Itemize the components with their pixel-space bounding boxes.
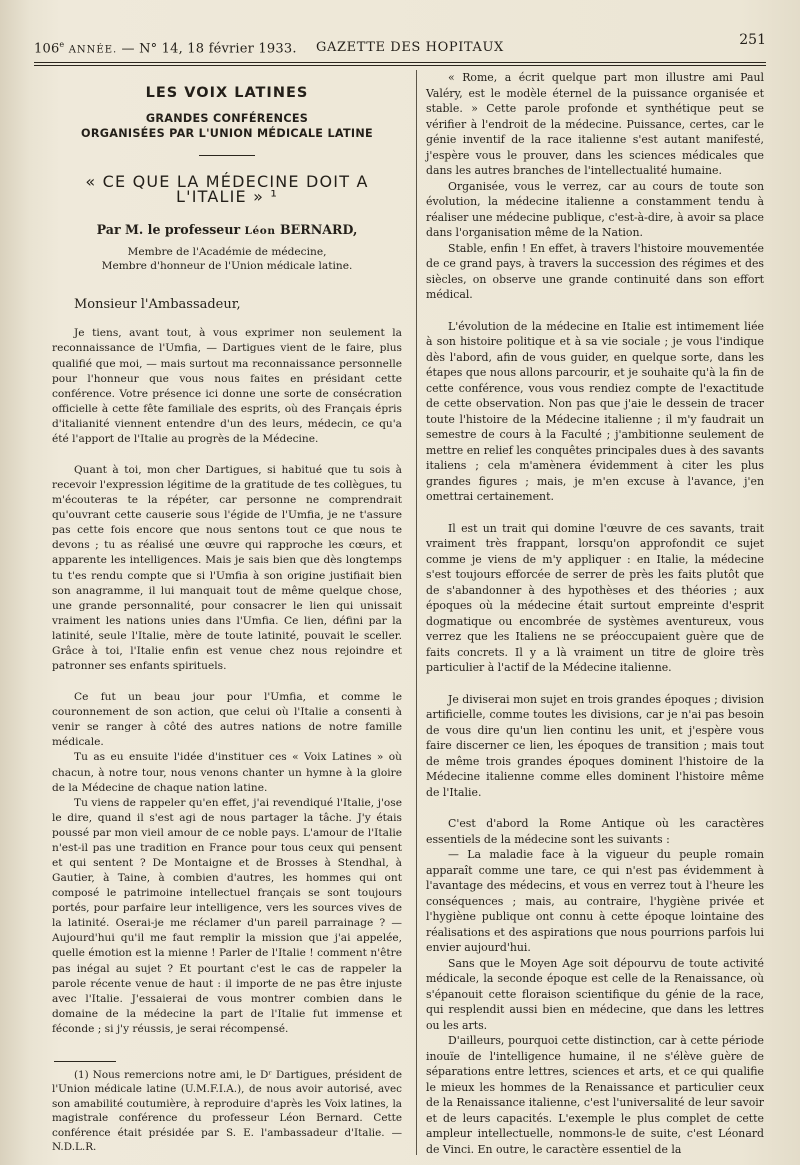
paragraph: C'est d'abord la Rome Antique où les caractères essentiels de la médecine sont les suivants : (426, 817, 764, 846)
right-column (426, 70, 764, 1157)
column-divider (416, 70, 417, 1155)
paragraph: Je diviserai mon sujet en trois grandes époques ; division artificielle, comme toutes les divisions, car je n'ai pas besoin de vous dire qu'un lien continu les unit, et j'espère vous faire discerner ce lien, les époques de transition ; mais tout de même trois grandes époques dominent l'histoire de la Médecine italienne comme elles dominent l'histoire même de l'Italie. (426, 692, 764, 799)
paragraph: Ce fut un beau jour pour l'Umfia, et comme le couronnement de son action, que celui où l'Italie a consenti à venir se ranger à côté des autres nations de notre famille médicale. (52, 691, 402, 749)
paragraph: Tu as eu ensuite l'idée d'instituer ces « Voix Latines » où chacun, à notre tour, nous venons chanter un hymne à la gloire de la Médecine de chaque nation latine. (52, 751, 402, 794)
issue-sup: e (59, 40, 65, 49)
running-head (34, 32, 766, 58)
paragraph: Il est un trait qui domine l'œuvre de ces savants, trait vraiment très frappant, lorsqu'on approfondit ce sujet comme je viens de m'y appliquer : en Italie, la médecine s'est toujours efforcée de serrer de près les faits plutôt que de s'abandonner à des hypothèses et des théories ; aux époques où la médecine était surtout empreinte d'esprit dogmatique ou encombrée de systèmes aventureux, vous verrez que les Italiens ne se préoccupaient guère que de faits concrets. Il y a là vraiment un titre de gloire très particulier à l'actif de la Médecine italienne. (426, 521, 764, 674)
paragraph: L'évolution de la médecine en Italie est intimement liée à son histoire politique et à sa vie sociale ; je vous l'indique dès l'abord, afin de vous guider, en quelque sorte, dans les étapes que nous allons parcourir, et je souhaite qu'à la fin de cette conférence, vous vous rendiez compte de l'exactitude de cette observation. Non pas que j'aie le dessein de tracer toute l'histoire de la Médecine italienne ; il m'y faudrait un semestre de cours à la Faculté ; j'ambitionne seulement de mettre en relief les conquêtes principales dues à des savants italiens ; cela m'amènera évidemment à citer les plus grandes figures ; mais, je m'en excuse à l'avance, j'en omettrai certainement. (426, 319, 764, 503)
paragraph: Organisée, vous le verrez, car au cours de toute son évolution, la médecine italienne a constamment tendu à réaliser une médecine publique, c'est-à-dire, à avoir sa place dans l'organisation même de la Nation. (426, 179, 764, 239)
page-number: 251 (739, 32, 766, 48)
author-last: BERNARD, (280, 222, 358, 238)
annee-label: ANNÉE. (68, 44, 118, 56)
paragraph: Sans que le Moyen Age soit dépourvu de toute activité médicale, la seconde époque est celle de la Renaissance, où s'épanouit cette floraison scientifique du génie de la race, qui resplendit aussi bien en médecine, que dans les lettres ou les arts. (426, 956, 764, 1032)
footnote-rule (54, 1061, 116, 1062)
series-title: LES VOIX LATINES (145, 85, 309, 101)
footnote: (1) Nous remercions notre ami, le Dʳ Dartigues, président de l'Union médicale latine (U.M.F.I.A.), de nous avoir autorisé, avec son amabilité coutumière, à reproduire d'après les Voix latines, la magistrale conférence du professeur Léon Bernard. Cette conférence était présidée par S. E. l'ambassadeur d'Italie. — N.D.L.R. (52, 1068, 402, 1153)
issue-number: 106 (34, 41, 60, 57)
byline (52, 222, 402, 239)
salutation: Monsieur l'Ambassadeur, (74, 297, 241, 313)
paragraph: Quant à toi, mon cher Dartigues, si habitué que tu sois à recevoir l'expression légitime de la gratitude de tes collègues, tu m'écouteras te la répéter, car personne ne comprendrait qu'ouvrant cette causerie sous l'égide de l'Umfia, je ne t'assure pas cette fois encore que nous sentons tout ce que nous te devons ; tu as réalisé une œuvre qui rapproche les cœurs, et apparente les intelligences. Mais je sais bien que dès longtemps tu t'es rendu compte que si l'Umfia à son origine justifiait bien son anagramme, il lui manquait tout de même quelque chose, une grande personnalité, pour consacrer le lien qui unissait vraiment les nations unies dans l'Umfia. Ce lien, défini par la latinité, seule l'Italie, mère de toute latinité, pouvait le sceller. Grâce à toi, l'Italie enfin est venue chez nous rejoindre et patronner ses enfants spirituels. (52, 464, 402, 673)
subtitle-1: GRANDES CONFÉRENCES (145, 112, 309, 126)
paragraph: Stable, enfin ! En effet, à travers l'histoire mouvementée de ce grand pays, à travers la succession des régimes et des siècles, on observe une grande continuité dans son effort médical. (426, 241, 764, 301)
paragraph: D'ailleurs, pourquoi cette distinction, car à cette période inouïe de l'intelligence humaine, il ne s'élève guère de séparations entre lettres, sciences et arts, et ce qui qualifie le mieux les hommes de la Renaissance et particulier ceux de la Renaissance italienne, c'est l'universalité de leur savoir et de leurs capacités. L'exemple le plus complet de cette ampleur intellectuelle, nommons-le de suite, c'est Léonard de Vinci. En outre, le caractère essentiel de la (426, 1034, 764, 1156)
issue-info (34, 40, 297, 56)
number-date: — N° 14, 18 février 1933. (121, 41, 297, 57)
paragraph: « Rome, a écrit quelque part mon illustre ami Paul Valéry, est le modèle éternel de la puissance organisée et stable. » Cette parole profonde et synthétique peut se vérifier à l'endroit de la médecine. Puissance, certes, car le génie inventif de la race italienne s'est autant manifesté, j'espère vous le prouver, dans les sciences médicales que dans les autres branches de l'intellectualité humaine. (426, 71, 764, 177)
title-rule (199, 155, 255, 156)
subtitle-2: ORGANISÉES PAR L'UNION MÉDICALE LATINE (81, 127, 373, 141)
paragraph: Tu viens de rappeler qu'en effet, j'ai revendiqué l'Italie, j'ose le dire, quand il s'est agi de nous partager la tâche. J'y étais poussé par mon vieil amour de ce noble pays. L'amour de l'Italie n'est-il pas une tradition en France pour tous ceux qui pensent et qui sentent ? De Montaigne et de Brosses à Stendhal, à Gautier, à Taine, à combien d'autres, les hommes qui ont composé le patrimoine intellectuel français se sont toujours portés, pour parfaire leur intelligence, vers les sources vives de la latinité. Oserai-je me réclamer d'un pareil parrainage ? — Aujourd'hui qu'il me faut remplir la mission que j'ai appelée, quelle émotion est la mienne ! Parler de l'Italie ! comment n'être pas inégal au sujet ? Et pourtant c'est le cas de rappeler la parole récente venue de haut : il importe de ne pas être injuste avec l'Italie. J'essaierai de vous montrer combien dans le domaine de la médecine la part de l'Italie fut immense et féconde ; si j'y réussis, je serai récompensé. (52, 796, 402, 1035)
header-rule (34, 62, 766, 66)
article-title: « CE QUE LA MÉDECINE DOIT A L'ITALIE » ¹ (85, 172, 369, 207)
author-first: Léon (244, 225, 276, 238)
byline-prefix: Par M. le professeur (96, 222, 241, 238)
member-line-1: Membre de l'Académie de médecine, (127, 246, 327, 259)
journal-title: GAZETTE DES HOPITAUX (316, 40, 504, 55)
left-column (52, 78, 402, 1154)
paragraph: Je tiens, avant tout, à vous exprimer non seulement la reconnaissance de l'Umfia, — Dartigues vient de le faire, plus qualifié que moi, — mais surtout ma reconnaissance personnelle pour l'honneur que vous nous faites en présidant cette conférence. Votre présence ici donne une sorte de consécration officielle à cette fête familiale des esprits, où des Français épris d'italianité viennent entendre d'un des leurs, médecin, ce qu'a été l'apport de l'Italie au progrès de la Médecine. (52, 327, 402, 445)
member-line-2: Membre d'honneur de l'Union médicale latine. (101, 260, 353, 273)
paragraph: — La maladie face à la vigueur du peuple romain apparaît comme une tare, ce qui n'est pas évidemment à l'avantage des médecins, et vous en verrez tout à l'heure les conséquences ; mais, au contraire, l'hygiène privée et l'hygiène publique ont connu à cette époque lointaine des réalisations et des aspirations que nous pourrions parfois lui envier aujourd'hui. (426, 848, 764, 954)
